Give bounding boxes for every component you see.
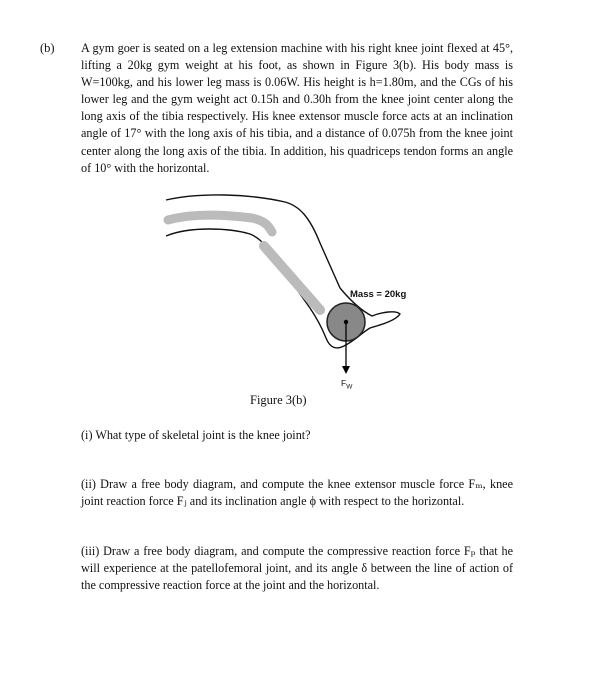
force-label	[341, 378, 353, 391]
tibia-bone	[264, 246, 320, 310]
question-label: (b)	[40, 41, 55, 55]
mass-label: Mass = 20kg	[350, 289, 407, 300]
force-label-sub: W	[346, 383, 353, 391]
force-label-main: F	[341, 378, 347, 388]
question-paragraph: A gym goer is seated on a leg extension machine with his right knee joint flexed at 45°, lifting a 20kg gym weight at his foot, as shown in Figure 3(b). His body mass is W=100kg, and his lower leg mass is 0.06W. His height is h=1.80m, and the CGs of his lower leg and the gym weight act 0.15h and 0.30h from the knee joint center along the long axis of the tibia respectively. His knee extensor muscle force acts at an inclination angle of 17° with the long axis of his tibia, and a distance of 0.075h from the knee joint center along the long axis of the tibia. In addition, his quadriceps tendon forms an angle of 10° with the horizontal.	[81, 41, 513, 175]
figure-caption: Figure 3(b)	[250, 393, 307, 407]
figure-3b	[160, 188, 440, 398]
thigh-outline-top	[166, 195, 340, 288]
leg-diagram	[160, 188, 440, 398]
subquestion-i: (i) What type of skeletal joint is the knee joint?	[81, 428, 311, 442]
weight-force-arrowhead	[342, 366, 350, 374]
subquestion-ii: (ii) Draw a free body diagram, and compute the knee extensor muscle force Fₘ, knee joint reaction force Fⱼ and its inclination angle ϕ with respect to the horizontal.	[81, 477, 513, 509]
subquestion-iii: (iii) Draw a free body diagram, and compute the compressive reaction force Fₚ that he will experience at the patellofemoral joint, and its angle δ between the line of action of the compressive reaction force at the joint and the horizontal.	[81, 544, 513, 593]
